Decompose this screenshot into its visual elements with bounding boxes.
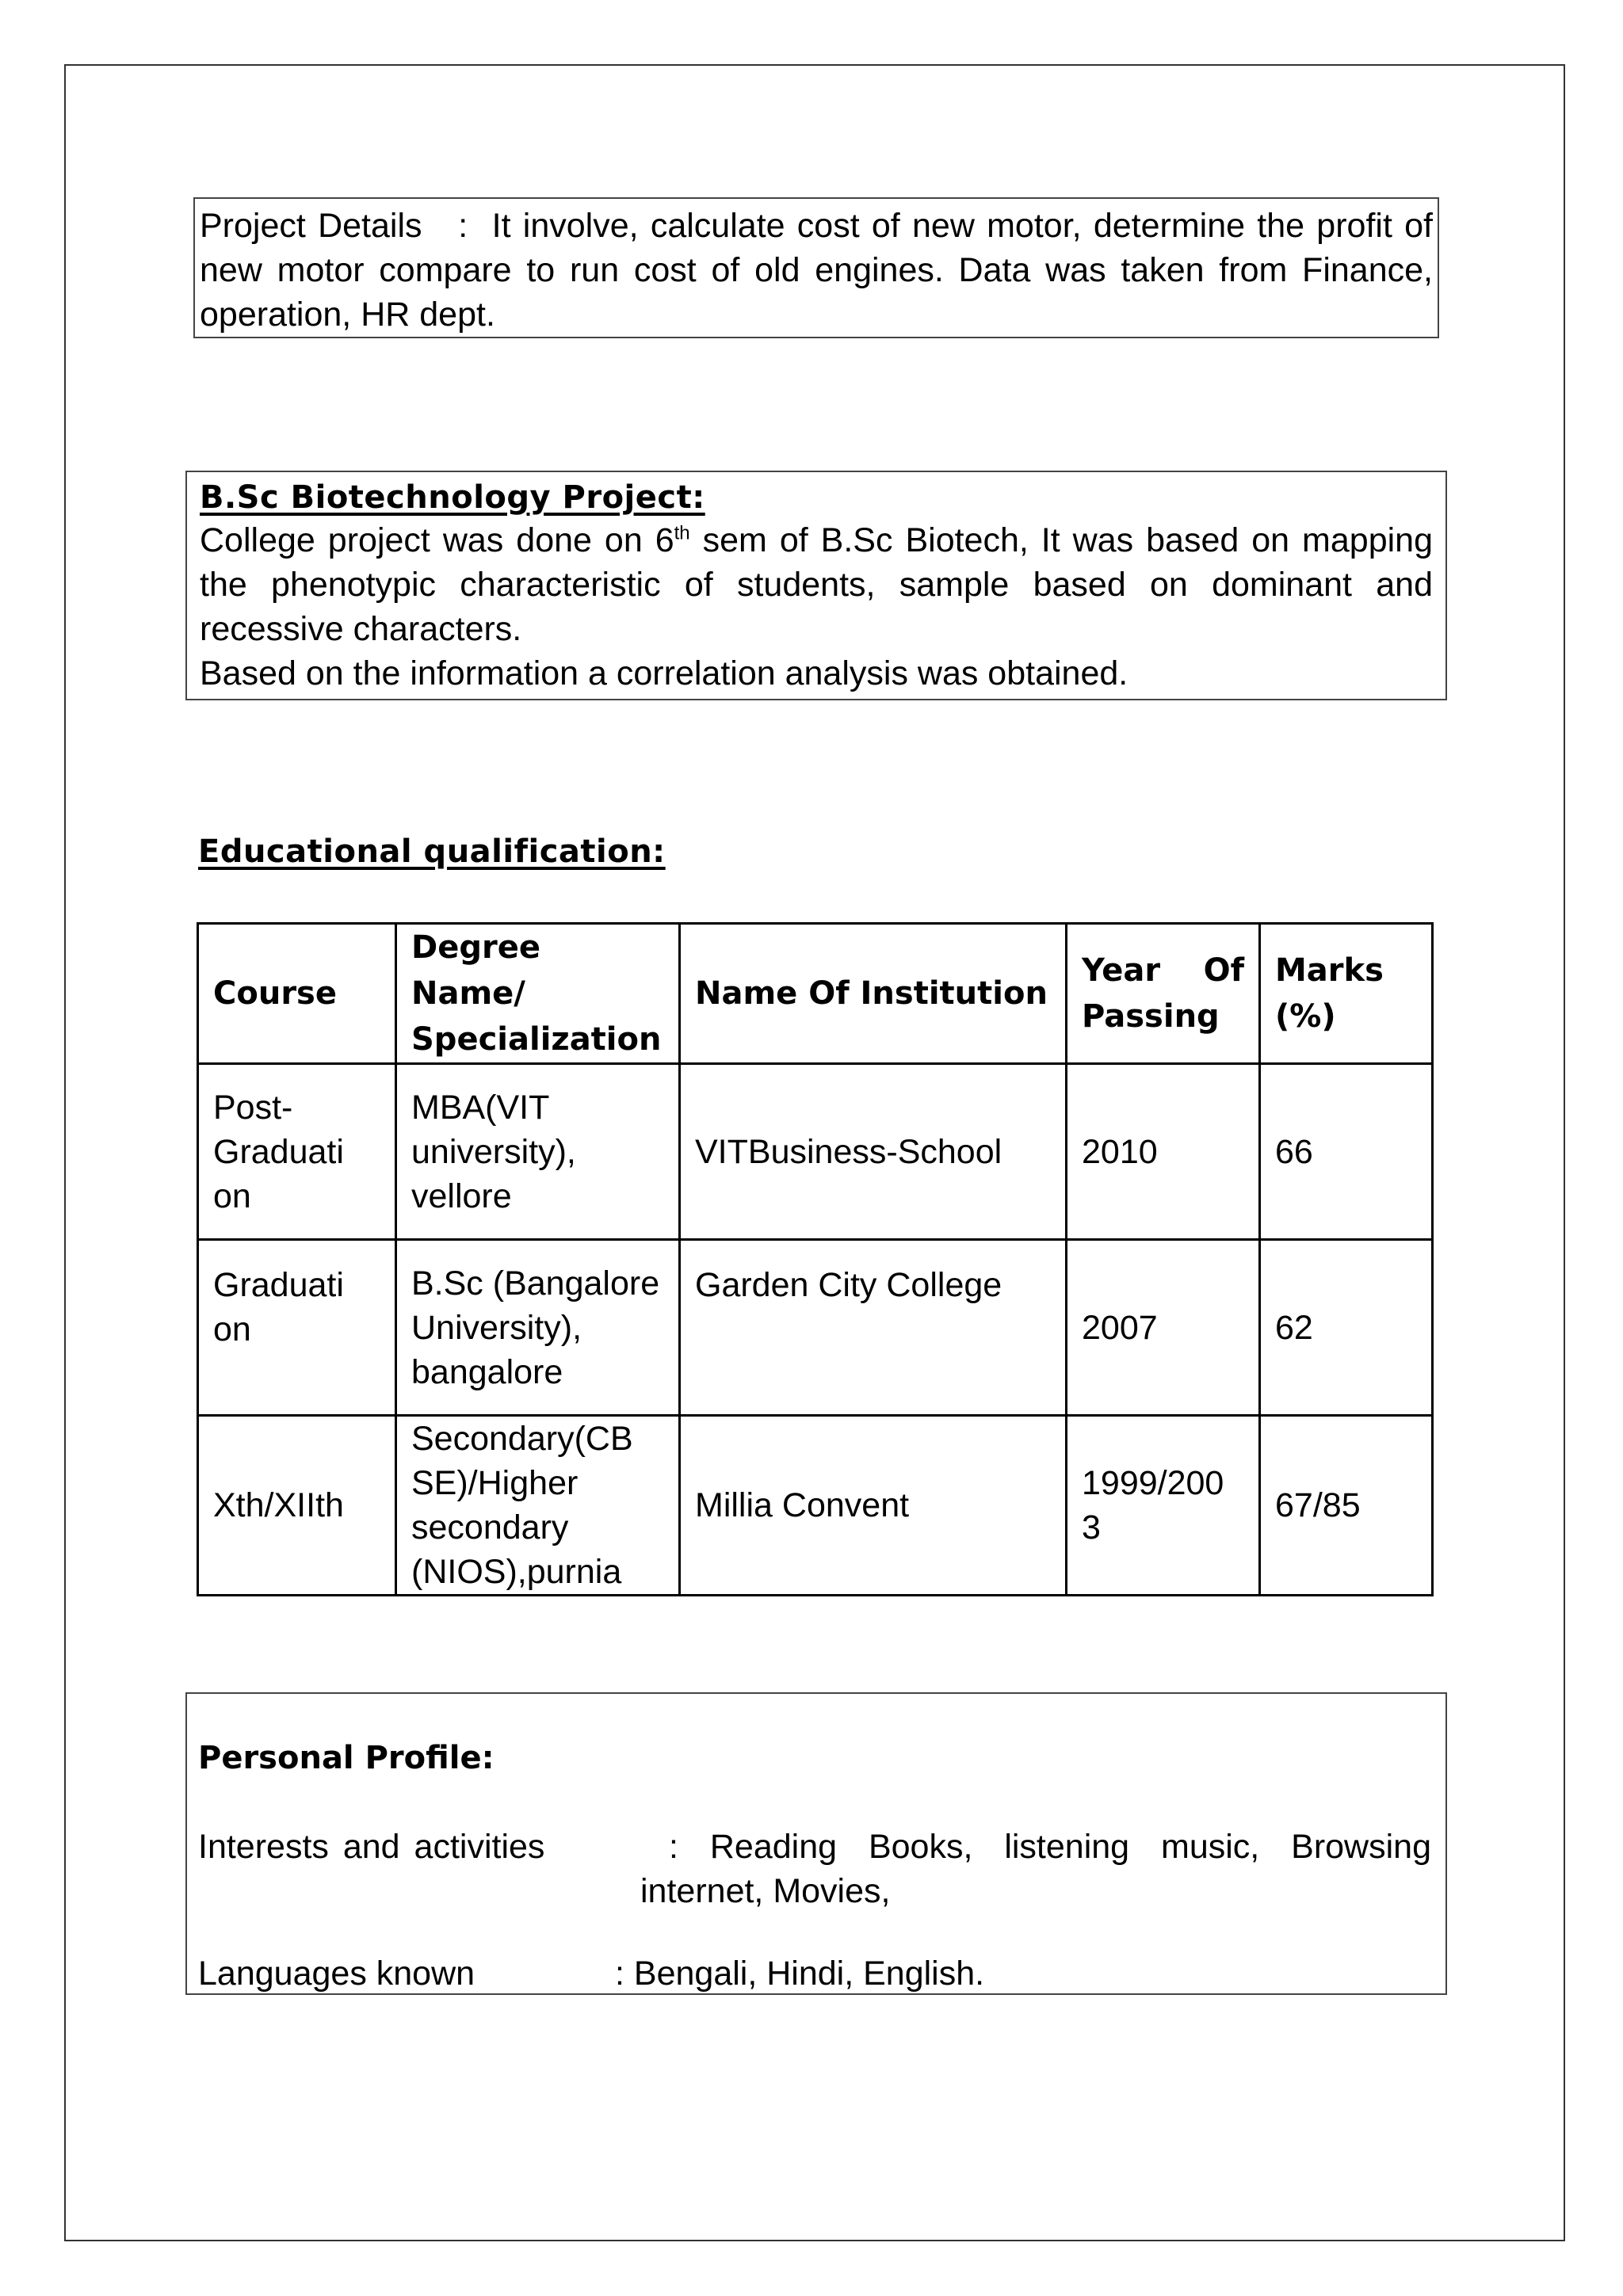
cell-year: 2010 (1067, 1064, 1260, 1240)
bsc-project-line1-post: sem of B.Sc Biotech, It was based on mapping the phenotypic characteristic of students, sample based on dominant and recessive characters. (200, 521, 1434, 648)
cell-marks: 62 (1260, 1240, 1433, 1416)
project-details-separator: : (458, 207, 468, 245)
bsc-project-conclusion: Based on the information a correlation analysis was obtained. (200, 654, 1128, 692)
cell-degree: B.Sc (Bangalore University), bangalore (396, 1240, 680, 1416)
bsc-project-line1-pre: College project was done on 6 (200, 521, 674, 559)
cell-course: Post-Graduati on (198, 1064, 396, 1240)
col-course: Course (198, 924, 396, 1064)
cell-institution: Garden City College (680, 1240, 1067, 1416)
project-details-box (193, 197, 1439, 338)
languages-label: Languages known (198, 1955, 475, 1993)
col-year: Year Of Passing (1067, 924, 1260, 1064)
cell-year: 1999/200 3 (1067, 1416, 1260, 1596)
col-institution: Name Of Institution (680, 924, 1067, 1064)
table-row (198, 1064, 1433, 1240)
bsc-project-description (200, 518, 1433, 651)
cell-degree: MBA(VIT university), vellore (396, 1064, 680, 1240)
personal-profile-heading: Personal Profile: (198, 1740, 495, 1776)
cell-degree: Secondary(CB SE)/Higher secondary (NIOS),purnia (396, 1416, 680, 1596)
bsc-project-box (185, 471, 1447, 700)
education-header-row (198, 924, 1433, 1064)
project-details-text (200, 204, 1433, 337)
project-details-label: Project Details (200, 207, 422, 245)
languages-value: : Bengali, Hindi, English. (615, 1955, 985, 1993)
cell-year: 2007 (1067, 1240, 1260, 1416)
col-marks: Marks (%) (1260, 924, 1433, 1064)
education-heading: Educational qualification: (198, 833, 666, 870)
bsc-project-heading: B.Sc Biotechnology Project: (200, 479, 705, 516)
cell-course: Xth/XIIth (198, 1416, 396, 1596)
table-row (198, 1240, 1433, 1416)
cell-marks: 67/85 (1260, 1416, 1433, 1596)
education-table (197, 922, 1434, 1596)
cell-course: Graduati on (198, 1240, 396, 1416)
bsc-project-superscript: th (674, 522, 690, 544)
interests-value: : Reading Books, listening music, Browsing internet, Movies, (640, 1828, 1431, 1910)
interests-label: Interests and activities (198, 1828, 545, 1866)
table-row (198, 1416, 1433, 1596)
project-details-description: It involve, calculate cost of new motor, determine the profit of new motor compare to run cost of old engines. Data was taken from Finance, operation, HR dept. (200, 207, 1433, 334)
cell-institution: Millia Convent (680, 1416, 1067, 1596)
cell-marks: 66 (1260, 1064, 1433, 1240)
col-degree: Degree Name/ Specialization (396, 924, 680, 1064)
cell-institution: VITBusiness-School (680, 1064, 1067, 1240)
